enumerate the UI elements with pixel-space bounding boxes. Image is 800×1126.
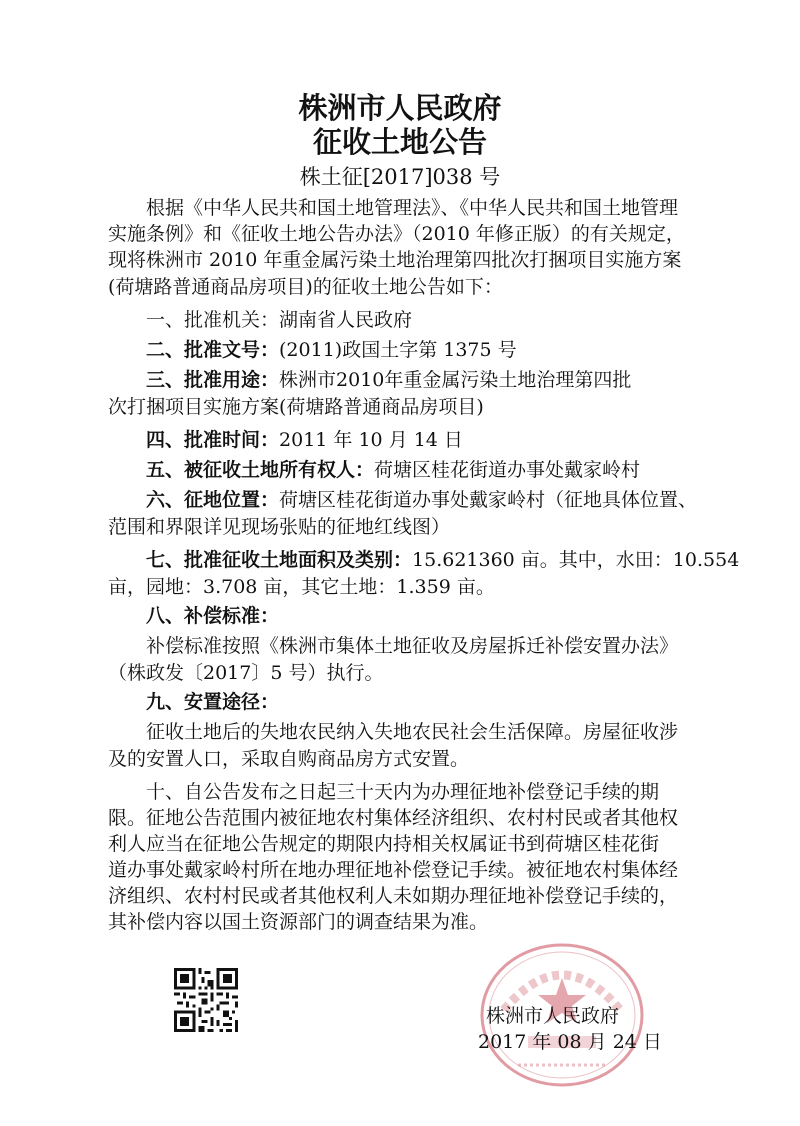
item-approval-number bbox=[146, 338, 517, 363]
title-notice: 征收土地公告 bbox=[312, 125, 487, 159]
item-compensation-label: 八、补偿标准： bbox=[146, 605, 280, 627]
item-registration-line-2: 限。征地公告范围内被征地农村集体经济组织、农村村民或者其他权 bbox=[108, 807, 679, 829]
item-value: 湖南省人民政府 bbox=[279, 309, 413, 331]
item-registration-line-3: 利人应当在征地公告规定的期限内持相关权属证书到荷塘区桂花街 bbox=[108, 833, 660, 855]
item-value: 15.621360 亩。其中，水田：10.554 bbox=[412, 549, 740, 571]
item-label: 五、被征收土地所有权人： bbox=[146, 459, 375, 481]
item-area bbox=[146, 548, 739, 573]
item-value: 2011 年 10 月 14 日 bbox=[279, 429, 463, 451]
item-value: 荷塘区桂花街道办事处戴家岭村（征地具体位置、 bbox=[279, 489, 698, 511]
item-value: (2011)政国土字第 1375 号 bbox=[279, 339, 517, 361]
item-registration-line-4: 道办事处戴家岭村所在地办理征地补偿登记手续。被征地农村集体经 bbox=[108, 859, 679, 881]
item-label: 一、批准机关： bbox=[146, 309, 280, 331]
item-location bbox=[146, 488, 697, 513]
item-value: 荷塘区桂花街道办事处戴家岭村 bbox=[374, 459, 641, 481]
item-approved-use bbox=[146, 368, 631, 393]
item-location-cont: 范围和界限详见现场张贴的征地红线图） bbox=[108, 516, 451, 538]
document-number: 株土征[2017]038 号 bbox=[299, 165, 501, 189]
item-approval-authority bbox=[146, 308, 412, 333]
signature-date: 2017 年 08 月 24 日 bbox=[478, 1031, 662, 1053]
item-compensation-line-2: （株政发〔2017〕5 号）执行。 bbox=[108, 662, 384, 684]
intro-line-1: 根据《中华人民共和国土地管理法》、《中华人民共和国土地管理 bbox=[146, 197, 679, 219]
item-approved-use-cont: 次打捆项目实施方案(荷塘路普通商品房项目) bbox=[108, 396, 484, 418]
qr-code-icon bbox=[174, 968, 238, 1032]
item-land-owner bbox=[146, 458, 640, 483]
item-area-cont: 亩，园地：3.708 亩，其它土地：1.359 亩。 bbox=[108, 576, 495, 598]
item-label: 三、批准用途： bbox=[146, 369, 280, 391]
title-issuer: 株洲市人民政府 bbox=[298, 91, 502, 125]
intro-line-2: 实施条例》和《征收土地公告办法》（2010 年修正版）的有关规定， bbox=[108, 223, 685, 245]
intro-line-4: (荷塘路普通商品房项目)的征收土地公告如下： bbox=[108, 276, 503, 298]
item-registration-line-6: 其补偿内容以国土资源部门的调查结果为准。 bbox=[108, 911, 489, 933]
item-resettlement-line-1: 征收土地后的失地农民纳入失地农民社会生活保障。房屋征收涉 bbox=[146, 721, 679, 743]
item-approval-date bbox=[146, 428, 463, 453]
item-resettlement-label: 九、安置途径： bbox=[146, 691, 280, 713]
item-label: 二、批准文号： bbox=[146, 339, 280, 361]
intro-line-3: 现将株洲市 2010 年重金属污染土地治理第四批次打捆项目实施方案 bbox=[108, 249, 682, 271]
item-label: 六、征地位置： bbox=[146, 489, 280, 511]
item-label: 七、批准征收土地面积及类别： bbox=[146, 549, 413, 571]
item-registration-line-1: 十、自公告发布之日起三十天内为办理征地补偿登记手续的期 bbox=[146, 781, 660, 803]
item-value: 株洲市2010年重金属污染土地治理第四批 bbox=[279, 369, 632, 391]
signature-issuer: 株洲市人民政府 bbox=[486, 1005, 620, 1027]
item-registration-line-5: 济组织、农村村民或者其他权利人未如期办理征地补偿登记手续的， bbox=[108, 885, 679, 907]
item-compensation-line-1: 补偿标准按照《株洲市集体土地征收及房屋拆迁补偿安置办法》 bbox=[146, 635, 679, 657]
item-resettlement-line-2: 及的安置人口，采取自购商品房方式安置。 bbox=[108, 748, 470, 770]
item-label: 四、批准时间： bbox=[146, 429, 280, 451]
